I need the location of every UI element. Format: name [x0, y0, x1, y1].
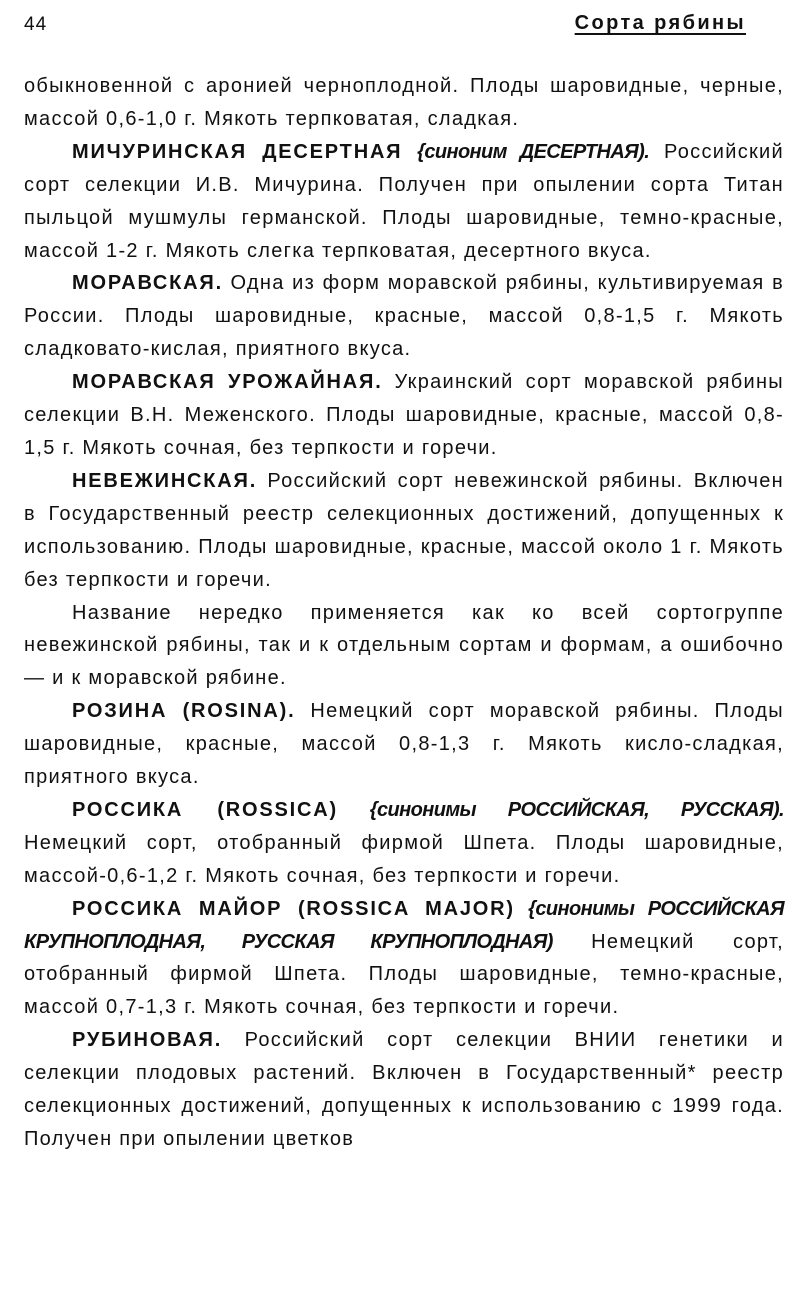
running-title: Сорта рябины — [574, 12, 746, 34]
entry-body: Одна из форм моравской рябины, культивируемая в России. Плоды шаровидные, красные, массой 0,8-1,5 г. Мякоть сладковато-кислая, приятного вкуса. — [24, 272, 784, 361]
entry-body: Российский сорт селекции ВНИИ генетики и селекции плодовых растений. Включен в Государственный* реестр селекционных достижений, допущенных к использованию с 1999 года. Получен при опылении цветков — [24, 1029, 784, 1150]
entry-rossika-mayor — [24, 893, 784, 1025]
entry-body: Российский сорт невежинской рябины. Включен в Государственный реестр селекционных достижений, допущенных к использованию. Плоды шаровидные, красные, массой около 1 г. Мякоть без терпкости и горечи. — [24, 469, 784, 591]
entry-moravskaya-urozhaynaya — [24, 366, 784, 465]
entry-rossika — [24, 794, 784, 893]
entry-term: РОССИКА (ROSSICA) — [72, 798, 338, 821]
entry-body: Немецкий сорт, отобранный фирмой Шпета. Плоды шаровидные, темно-красные, массой 0,7-1,3 г. Мякоть сочная, без терпкости и горечи. — [24, 930, 784, 1019]
entry-rubinovaya — [24, 1024, 784, 1156]
entry-moravskaya — [24, 267, 784, 366]
paragraph-continuation — [24, 70, 784, 136]
entry-michurinskaya-desertnaya — [24, 136, 784, 268]
entry-term: МОРАВСКАЯ УРОЖАЙНАЯ. — [72, 371, 383, 394]
entry-term: МОРАВСКАЯ. — [72, 272, 223, 295]
entry-synonym: {синонимы РОССИЙСКАЯ КРУПНОПЛОДНАЯ, РУССКАЯ КРУПНОПЛОДНАЯ) — [24, 897, 785, 953]
entry-body: Украинский сорт моравской рябины селекции В.Н. Меженского. Плоды шаровидные, красные, массой 0,8-1,5 г. Мякоть сочная, без терпкости и горечи. — [24, 371, 784, 459]
entry-rozina — [24, 695, 784, 794]
entry-term: НЕВЕЖИНСКАЯ. — [72, 469, 258, 492]
entry-synonym: {синонимы РОССИЙСКАЯ, РУССКАЯ). — [338, 798, 784, 821]
paragraph-body: Название нередко применяется как ко всей сортогруппе невежинской рябины, так и к отдельным сортам и формам, а ошибочно — и к моравской рябине. — [24, 601, 784, 690]
entry-term: РУБИНОВАЯ. — [72, 1029, 223, 1052]
entry-nevezhinskaya — [24, 465, 784, 597]
entry-synonym: {синоним ДЕСЕРТНАЯ). — [417, 140, 650, 163]
page-header — [24, 0, 784, 70]
page-number: 44 — [24, 14, 48, 35]
paragraph-note — [24, 597, 784, 696]
entry-term: РОССИКА МАЙОР (ROSSICA MAJOR) — [72, 897, 515, 920]
entry-term: МИЧУРИНСКАЯ ДЕСЕРТНАЯ — [72, 140, 403, 163]
entry-term: РОЗИНА (ROSINA). — [72, 700, 296, 723]
body-text — [24, 70, 784, 1156]
entry-body: Немецкий сорт, отобранный фирмой Шпета. Плоды шаровидные, массой-0,6-1,2 г. Мякоть сочная, без терпкости и горечи. — [24, 831, 784, 887]
entry-body: Российский сорт селекции И.В. Мичурина. Получен при опылении сорта Титан пыльцой мушмулы германской. Плоды шаровидные, темно-красные, массой 1-2 г. Мякоть слегка терпковатая, десертного вкуса. — [24, 140, 784, 262]
paragraph-body: обыкновенной с аронией черноплодной. Плоды шаровидные, черные, массой 0,6-1,0 г. Мякоть терпковатая, сладкая. — [24, 75, 784, 130]
entry-body: Немецкий сорт моравской рябины. Плоды шаровидные, красные, массой 0,8-1,3 г. Мякоть кисло-сладкая, приятного вкуса. — [24, 700, 784, 789]
